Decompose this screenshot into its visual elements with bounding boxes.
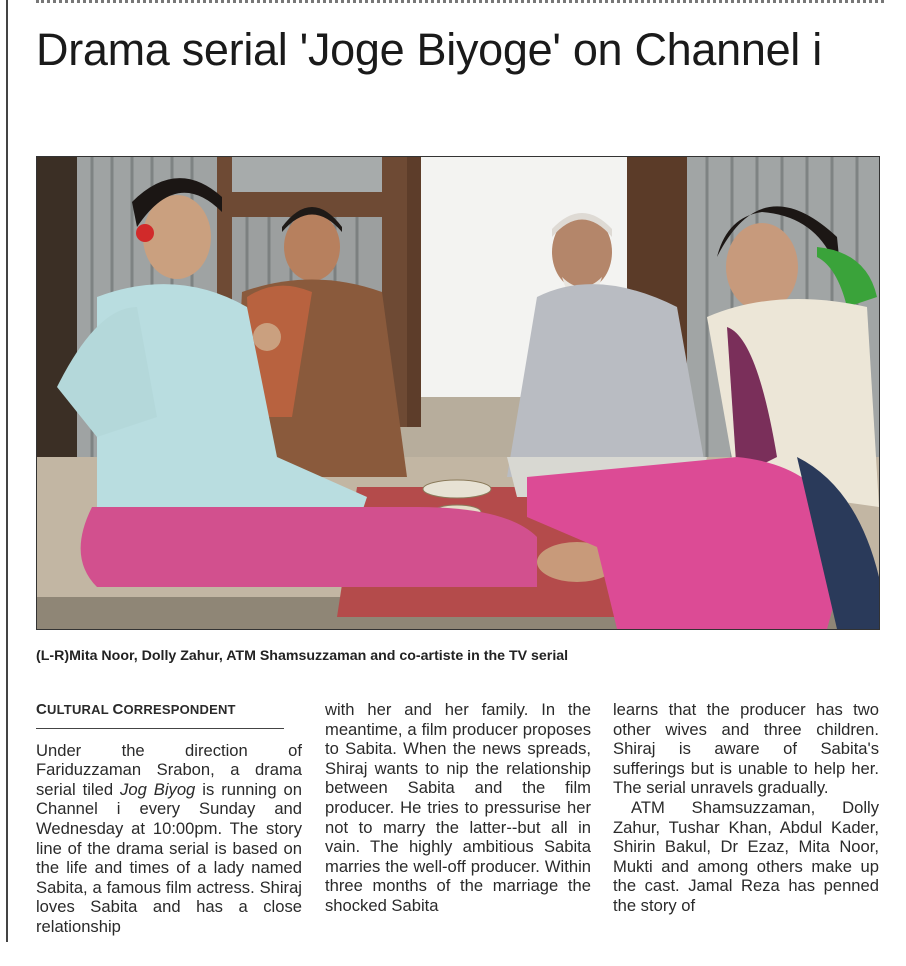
column-2-paragraph: with her and her family. In the meantime, a film producer proposes to Sabita. When the news spreads, Shiraj wants to nip the relationship between Sabita and the film producer. He tries to pressurise her not to marry the latter--but all in vain. The highly ambitious Sabita marries the well-off producer. Within three months of the marriage the shocked Sabita [325,700,591,915]
photo-caption: (L-R)Mita Noor, Dolly Zahur, ATM Shamsuzzaman and co-artiste in the TV serial [36,648,569,664]
byline-initial-1: C [36,701,48,718]
article-column-3 [613,700,879,916]
photo-illustration [37,157,879,629]
byline-rest-1: ULTURAL [47,702,113,717]
byline-initial-2: C [112,701,124,718]
serial-title: Jog Biyog [120,779,196,799]
article-column-2 [325,700,591,916]
column-3-paragraph-2: ATM Shamsuzzaman, Dolly Zahur, Tushar Khan, Abdul Kader, Shirin Bakul, Dr Ezaz, Mita Noor, Mukti and among others make up the cast. Jamal Reza has penned the story of [613,797,879,915]
column-1-paragraph [36,741,302,937]
left-column-rule [6,0,8,942]
column-1-text-end: is running on Channel i every Sunday and Wednesday at 10:00pm. The story line of the drama serial is based on the life and times of a lady named Sabita, a famous film actress. Shiraj loves Sabita and has a close relationship [36,779,302,936]
headline: Drama serial 'Joge Biyoge' on Channel i [36,24,822,75]
article-photo [36,156,880,630]
column-1-text-start: Under the direction of Fariduzzaman Srabon, a drama serial tiled [36,740,302,799]
article-column-1 [36,700,302,937]
byline [36,700,284,729]
byline-rest-2: ORRESPONDENT [123,702,236,717]
column-3-paragraph-1: learns that the producer has two other wives and three children. Shiraj is aware of Sabita's sufferings but is unable to help her. The serial unravels gradually. [613,700,879,798]
top-dotted-rule [36,0,884,9]
